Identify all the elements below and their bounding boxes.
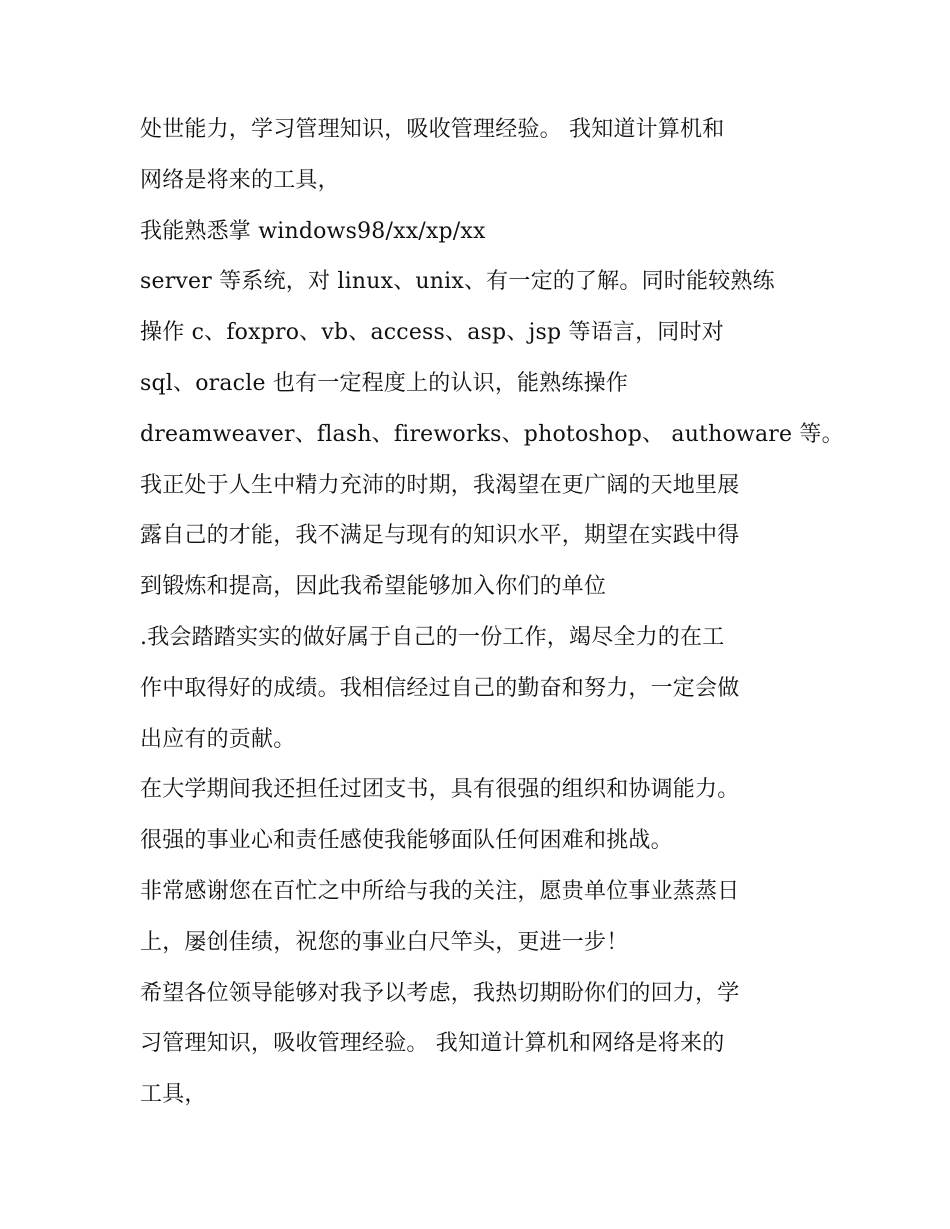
text-line-4: server 等系统，对 linux、unix、有一定的了解。同时能较熟练 <box>140 269 775 295</box>
text-line-5: 操作 c、foxpro、vb、access、asp、jsp 等语言，同时对 <box>140 320 724 346</box>
text-line-15: 很强的事业心和责任感使我能够面队任何困难和挑战。 <box>140 828 673 854</box>
text-line-12: 作中取得好的成绩。我相信经过自己的勤奋和努力，一定会做 <box>140 675 740 701</box>
text-line-7: dreamweaver、flash、fireworks、photoshop、 authoware 等。 <box>140 421 844 447</box>
body-text <box>140 108 844 1124</box>
text-line-3: 我能熟悉掌 windows98/xx/xp/xx <box>140 218 486 244</box>
text-line-6: sql、oracle 也有一定程度上的认识，能熟练操作 <box>140 370 629 396</box>
text-line-9: 露自己的才能，我不满足与现有的知识水平，期望在实践中得 <box>140 523 740 549</box>
text-line-2: 网络是将来的工具， <box>140 167 340 193</box>
text-line-14: 在大学期间我还担任过团支书，具有很强的组织和协调能力。 <box>140 777 740 803</box>
text-line-17: 上，屡创佳绩，祝您的事业白尺竿头，更进一步！ <box>140 929 629 955</box>
text-line-10: 到锻炼和提高，因此我希望能够加入你们的单位 <box>140 574 607 600</box>
text-line-20: 工具， <box>140 1082 207 1108</box>
text-line-16: 非常感谢您在百忙之中所给与我的关注，愿贵单位事业蒸蒸日 <box>140 878 740 904</box>
text-line-11: .我会踏踏实实的做好属于自己的一份工作，竭尽全力的在工 <box>140 624 725 650</box>
text-line-1: 处世能力，学习管理知识，吸收管理经验。 我知道计算机和 <box>140 117 725 142</box>
text-line-8: 我正处于人生中精力充沛的时期，我渴望在更广阔的天地里展 <box>140 472 740 498</box>
text-line-13: 出应有的贡献。 <box>140 726 296 752</box>
text-line-18: 希望各位领导能够对我予以考虑，我热切期盼你们的回力，学 <box>140 980 740 1006</box>
text-line-19: 习管理知识，吸收管理经验。 我知道计算机和网络是将来的 <box>140 1031 725 1057</box>
